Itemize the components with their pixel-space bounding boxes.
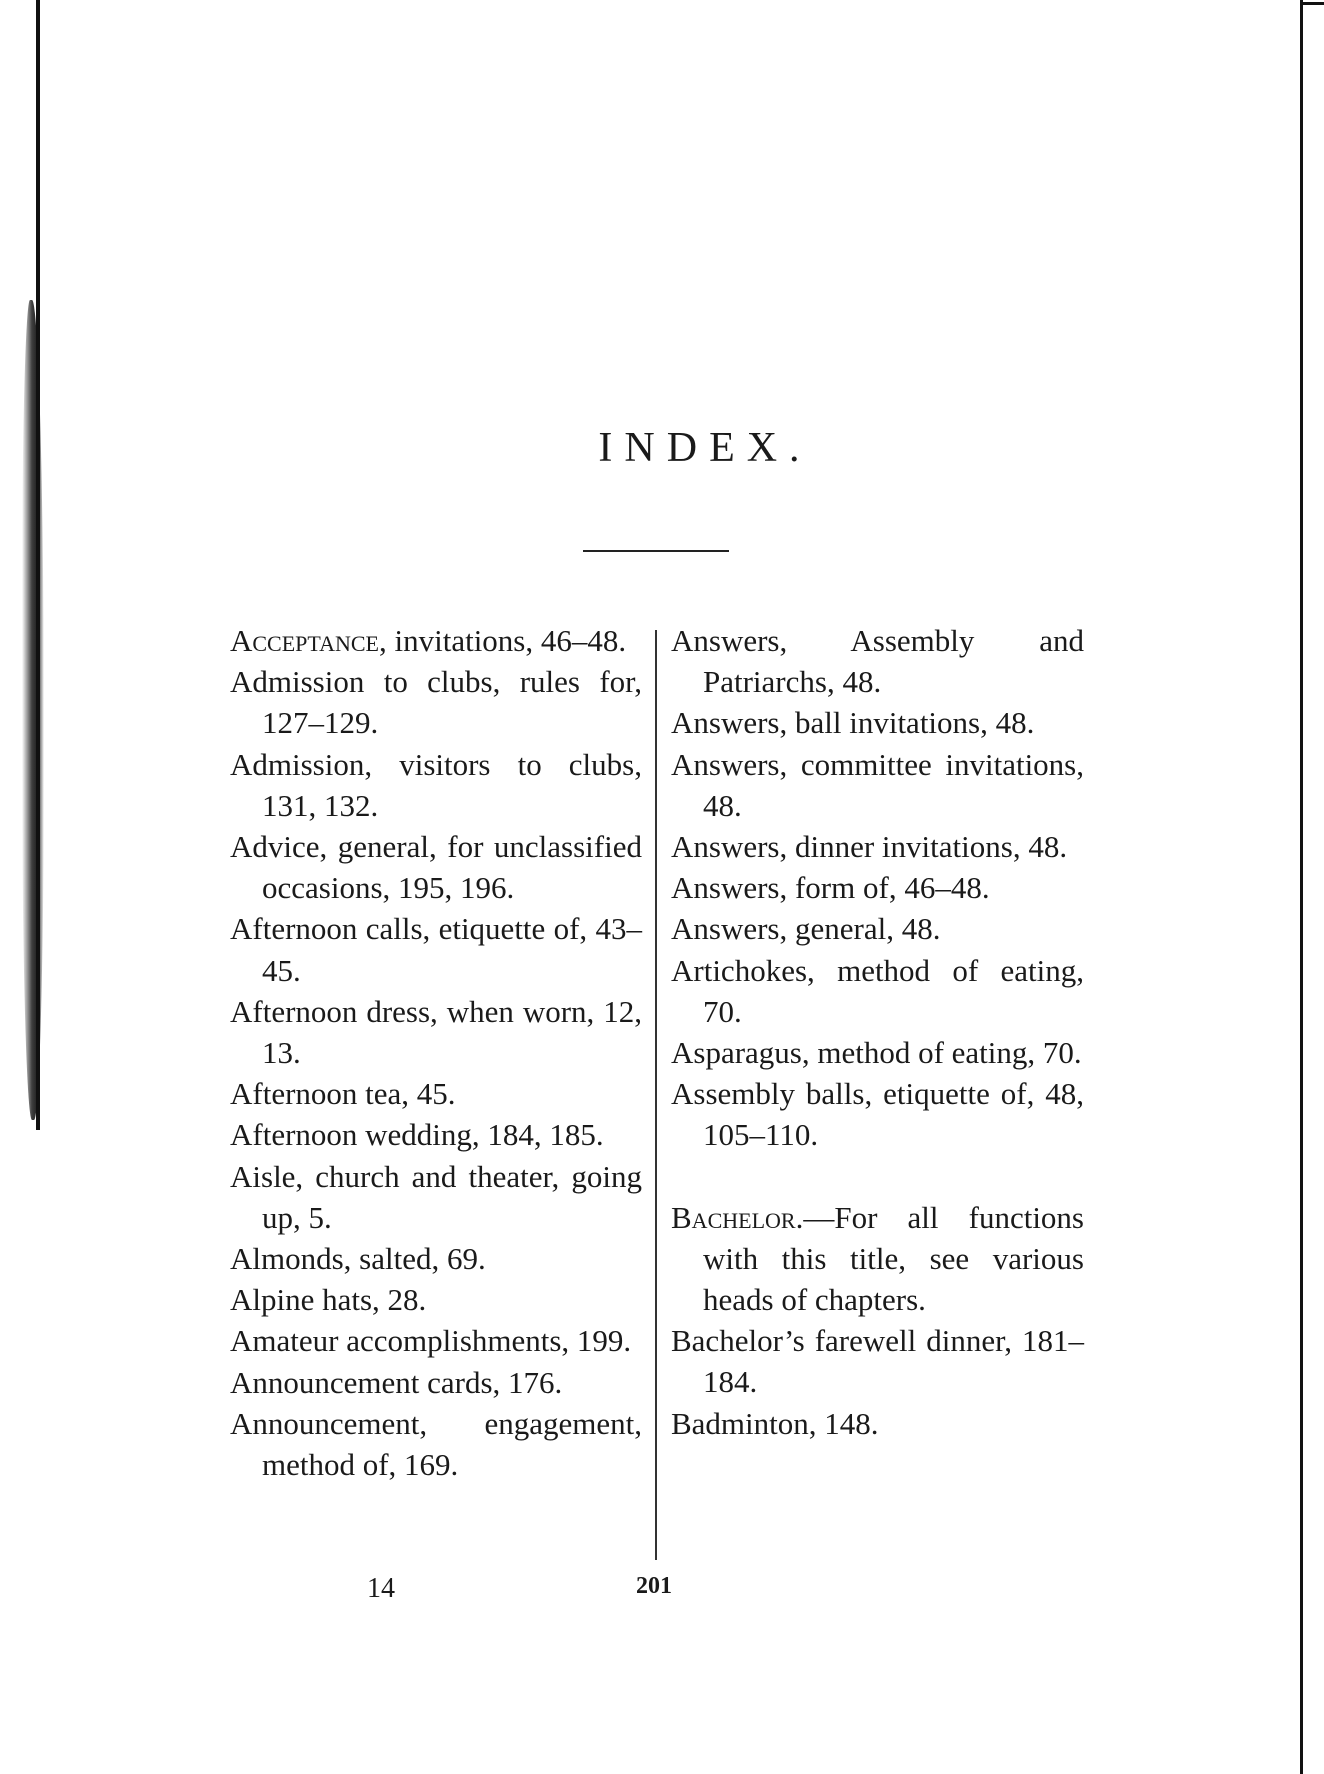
scan-edge-left xyxy=(36,0,40,1130)
index-entry: Admission, visitors to clubs, 131, 132. xyxy=(230,746,642,823)
index-entry: Asparagus, method of eating, 70. xyxy=(671,1035,1082,1071)
scan-shadow-left xyxy=(22,300,44,1120)
index-entry: Announcement cards, 176. xyxy=(230,1364,563,1400)
index-entry: Answers, ball invitations, 48. xyxy=(671,705,1035,741)
index-entry: Alpine hats, 28. xyxy=(230,1282,427,1318)
signature-mark: 14 xyxy=(367,1573,395,1604)
scan-edge-right xyxy=(1300,0,1303,1774)
index-entry: Assembly balls, etiquette of, 48, 105–110. xyxy=(671,1076,1084,1153)
index-entry: Answers, general, 48. xyxy=(671,911,941,947)
title-rule xyxy=(583,550,729,552)
index-entry: Advice, general, for unclassified occasions, 195, 196. xyxy=(230,829,642,906)
index-entry: Amateur accomplishments, 199. xyxy=(230,1323,632,1359)
scan-edge-right-top xyxy=(1300,2,1324,5)
index-entry: Answers, dinner invitations, 48. xyxy=(671,829,1068,865)
page-number: 201 xyxy=(636,1573,672,1599)
page-title: INDEX. xyxy=(598,425,812,471)
index-head-word: Acceptance xyxy=(230,623,379,658)
index-entry: Artichokes, method of eating, 70. xyxy=(671,952,1084,1029)
index-head-word: Bachelor xyxy=(671,1199,796,1235)
index-column-right xyxy=(671,620,1084,1444)
index-entry: Acceptance, invitations, 46–48. xyxy=(230,623,627,658)
index-entry: Announcement, engagement, method of, 169. xyxy=(230,1405,642,1483)
index-entry: Bachelor.—For all functions with this title, see various heads of chapters. xyxy=(671,1199,1084,1318)
index-entry: Afternoon wedding, 184, 185. xyxy=(230,1117,604,1153)
index-entry: Afternoon dress, when worn, 12, 13. xyxy=(230,993,642,1071)
index-entry: Answers, Assembly and Patriarchs, 48. xyxy=(671,623,1084,700)
index-entry: Afternoon calls, etiquette of, 43–45. xyxy=(230,911,642,988)
index-entry: Admission to clubs, rules for, 127–129. xyxy=(230,664,642,741)
index-column-left xyxy=(230,620,642,1485)
column-divider xyxy=(655,630,657,1560)
index-entry: Aisle, church and theater, going up, 5. xyxy=(230,1158,642,1235)
index-entry: Almonds, salted, 69. xyxy=(230,1241,486,1277)
index-entry: Answers, form of, 46–48. xyxy=(671,870,990,906)
index-entry: Answers, committee invitations, 48. xyxy=(671,746,1084,823)
index-entry: Afternoon tea, 45. xyxy=(230,1076,456,1112)
index-entry: Badminton, 148. xyxy=(671,1405,879,1441)
index-entry: Bachelor’s farewell dinner, 181–184. xyxy=(671,1323,1084,1400)
